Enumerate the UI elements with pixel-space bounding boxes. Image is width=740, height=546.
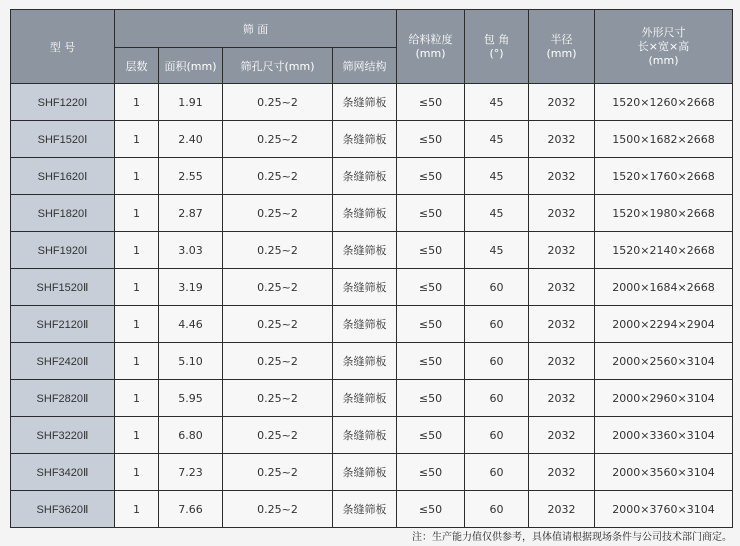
layers-cell: 1 [115,306,159,343]
aperture-cell: 0.25~2 [223,84,333,121]
table-row [11,491,733,528]
feed-size-cell: ≤50 [397,306,465,343]
layers-cell: 1 [115,195,159,232]
aperture-cell: 0.25~2 [223,269,333,306]
mesh-cell: 条缝筛板 [333,417,397,454]
model-cell: SHF1920Ⅰ [11,232,115,269]
table-body [11,84,733,528]
header-dimensions-label: 外形尺寸 [641,25,686,39]
aperture-cell: 0.25~2 [223,417,333,454]
header-area: 面积(mm) [159,48,223,84]
header-radius-unit: (mm) [546,46,577,60]
mesh-cell: 条缝筛板 [333,269,397,306]
dimensions-cell: 2000×3360×3104 [595,417,733,454]
header-dimensions [595,10,733,84]
layers-cell: 1 [115,269,159,306]
layers-cell: 1 [115,491,159,528]
dimensions-cell: 2000×3560×3104 [595,454,733,491]
layers-cell: 1 [115,158,159,195]
radius-cell: 2032 [529,343,595,380]
area-cell: 6.80 [159,417,223,454]
area-cell: 7.66 [159,491,223,528]
layers-cell: 1 [115,417,159,454]
aperture-cell: 0.25~2 [223,306,333,343]
layers-cell: 1 [115,121,159,158]
mesh-cell: 条缝筛板 [333,343,397,380]
model-cell: SHF1620Ⅰ [11,158,115,195]
mesh-cell: 条缝筛板 [333,84,397,121]
feed-size-cell: ≤50 [397,84,465,121]
wrap-angle-cell: 45 [465,158,529,195]
feed-size-cell: ≤50 [397,195,465,232]
area-cell: 5.95 [159,380,223,417]
table-row [11,84,733,121]
header-dimensions-unit: (mm) [648,53,679,67]
wrap-angle-cell: 60 [465,380,529,417]
header-screen-surface: 筛 面 [115,10,397,48]
table-row [11,454,733,491]
dimensions-cell: 2000×2294×2904 [595,306,733,343]
radius-cell: 2032 [529,380,595,417]
radius-cell: 2032 [529,158,595,195]
specification-table [10,9,733,528]
table-row [11,195,733,232]
dimensions-cell: 1520×1980×2668 [595,195,733,232]
mesh-cell: 条缝筛板 [333,121,397,158]
radius-cell: 2032 [529,269,595,306]
layers-cell: 1 [115,343,159,380]
feed-size-cell: ≤50 [397,417,465,454]
table-row [11,417,733,454]
model-cell: SHF3220Ⅱ [11,417,115,454]
area-cell: 5.10 [159,343,223,380]
area-cell: 1.91 [159,84,223,121]
table-row [11,343,733,380]
area-cell: 4.46 [159,306,223,343]
model-cell: SHF3620Ⅱ [11,491,115,528]
table-row [11,269,733,306]
dimensions-cell: 2000×1684×2668 [595,269,733,306]
layers-cell: 1 [115,84,159,121]
wrap-angle-cell: 60 [465,343,529,380]
radius-cell: 2032 [529,195,595,232]
table-header [11,10,733,84]
table-row [11,158,733,195]
header-mesh-structure: 筛网结构 [333,48,397,84]
wrap-angle-cell: 60 [465,454,529,491]
dimensions-cell: 1500×1682×2668 [595,121,733,158]
feed-size-cell: ≤50 [397,491,465,528]
feed-size-cell: ≤50 [397,343,465,380]
header-feed-size [397,10,465,84]
area-cell: 2.55 [159,158,223,195]
radius-cell: 2032 [529,454,595,491]
radius-cell: 2032 [529,121,595,158]
mesh-cell: 条缝筛板 [333,195,397,232]
aperture-cell: 0.25~2 [223,121,333,158]
header-radius-label: 半径 [550,32,573,46]
header-feed-size-label: 给料粒度 [408,32,453,46]
aperture-cell: 0.25~2 [223,195,333,232]
table-row [11,232,733,269]
mesh-cell: 条缝筛板 [333,158,397,195]
area-cell: 7.23 [159,454,223,491]
radius-cell: 2032 [529,306,595,343]
dimensions-cell: 1520×1760×2668 [595,158,733,195]
wrap-angle-cell: 60 [465,306,529,343]
model-cell: SHF3420Ⅱ [11,454,115,491]
radius-cell: 2032 [529,232,595,269]
wrap-angle-cell: 60 [465,417,529,454]
aperture-cell: 0.25~2 [223,454,333,491]
dimensions-cell: 1520×2140×2668 [595,232,733,269]
wrap-angle-cell: 60 [465,491,529,528]
header-dimensions-sub: 长×宽×高 [637,39,690,53]
model-cell: SHF2420Ⅱ [11,343,115,380]
radius-cell: 2032 [529,417,595,454]
header-feed-size-unit: (mm) [415,46,446,60]
model-cell: SHF1520Ⅱ [11,269,115,306]
mesh-cell: 条缝筛板 [333,454,397,491]
table-row [11,121,733,158]
feed-size-cell: ≤50 [397,269,465,306]
aperture-cell: 0.25~2 [223,491,333,528]
feed-size-cell: ≤50 [397,121,465,158]
header-aperture: 筛孔尺寸(mm) [223,48,333,84]
header-wrap-angle [465,10,529,84]
model-cell: SHF2820Ⅱ [11,380,115,417]
mesh-cell: 条缝筛板 [333,306,397,343]
dimensions-cell: 2000×2560×3104 [595,343,733,380]
radius-cell: 2032 [529,84,595,121]
aperture-cell: 0.25~2 [223,232,333,269]
mesh-cell: 条缝筛板 [333,380,397,417]
header-radius [529,10,595,84]
wrap-angle-cell: 60 [465,269,529,306]
area-cell: 3.03 [159,232,223,269]
table-row [11,380,733,417]
aperture-cell: 0.25~2 [223,158,333,195]
header-wrap-angle-unit: (°) [489,46,504,60]
model-cell: SHF2120Ⅱ [11,306,115,343]
aperture-cell: 0.25~2 [223,380,333,417]
model-cell: SHF1220Ⅰ [11,84,115,121]
feed-size-cell: ≤50 [397,380,465,417]
dimensions-cell: 2000×3760×3104 [595,491,733,528]
dimensions-cell: 2000×2960×3104 [595,380,733,417]
header-wrap-angle-label: 包 角 [483,32,510,46]
header-layers: 层数 [115,48,159,84]
area-cell: 3.19 [159,269,223,306]
area-cell: 2.40 [159,121,223,158]
model-cell: SHF1820Ⅰ [11,195,115,232]
radius-cell: 2032 [529,491,595,528]
feed-size-cell: ≤50 [397,454,465,491]
wrap-angle-cell: 45 [465,121,529,158]
feed-size-cell: ≤50 [397,232,465,269]
wrap-angle-cell: 45 [465,84,529,121]
layers-cell: 1 [115,380,159,417]
feed-size-cell: ≤50 [397,158,465,195]
wrap-angle-cell: 45 [465,195,529,232]
footnote: 注：生产能力值仅供参考，具体值请根据现场条件与公司技术部门商定。 [412,532,732,543]
layers-cell: 1 [115,232,159,269]
dimensions-cell: 1520×1260×2668 [595,84,733,121]
layers-cell: 1 [115,454,159,491]
aperture-cell: 0.25~2 [223,343,333,380]
mesh-cell: 条缝筛板 [333,491,397,528]
header-model: 型 号 [11,10,115,84]
mesh-cell: 条缝筛板 [333,232,397,269]
table-row [11,306,733,343]
model-cell: SHF1520Ⅰ [11,121,115,158]
area-cell: 2.87 [159,195,223,232]
wrap-angle-cell: 45 [465,232,529,269]
